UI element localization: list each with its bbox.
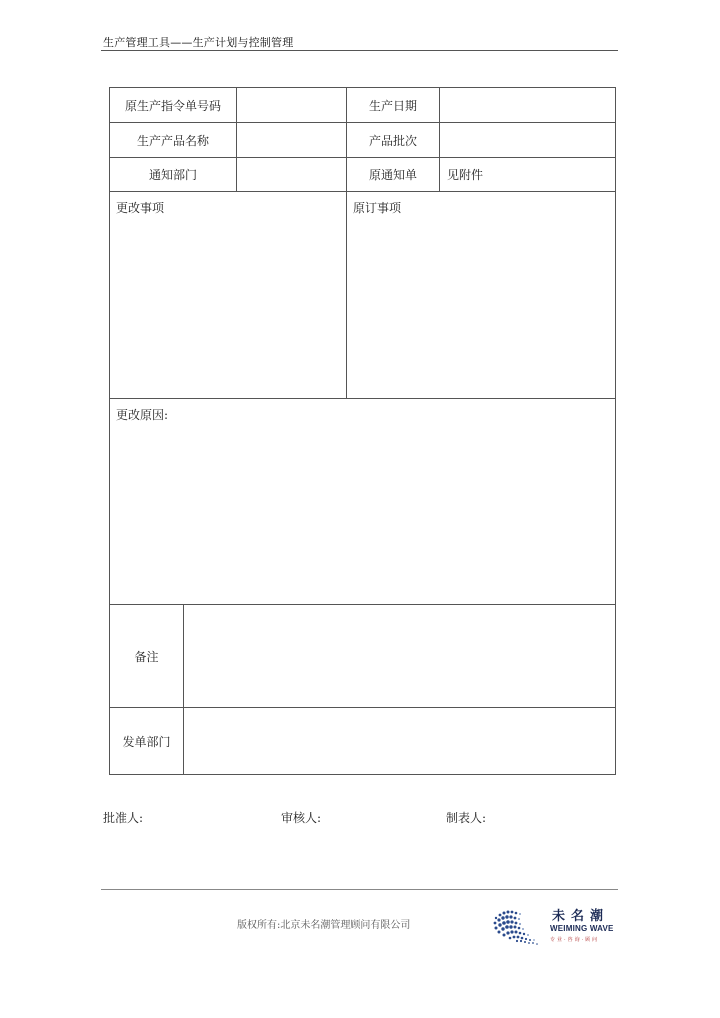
approver-label: 批准人: (103, 811, 144, 825)
logo-english-name: WEIMING WAVE (550, 924, 614, 933)
product-batch-field[interactable] (440, 123, 615, 157)
change-items-label: 更改事项 (116, 201, 165, 215)
remarks-label: 备注 (134, 649, 159, 664)
product-name-label: 生产产品名称 (136, 133, 209, 148)
original-order-number-label: 原生产指令单号码 (124, 98, 221, 113)
original-items-area[interactable] (347, 192, 615, 398)
production-date-field[interactable] (440, 88, 615, 122)
notified-department-field[interactable] (237, 158, 346, 191)
footer-divider (101, 889, 618, 890)
logo-chinese-name: 未名潮 (552, 909, 610, 924)
document-header-title: 生产管理工具——生产计划与控制管理 (103, 36, 294, 49)
original-notice-field[interactable]: 见附件 (447, 168, 484, 182)
change-reason-area[interactable] (110, 399, 615, 604)
preparer-label: 制表人: (446, 811, 487, 825)
header-divider (101, 50, 618, 51)
notified-department-label: 通知部门 (148, 168, 197, 182)
issuing-department-field[interactable] (184, 708, 615, 774)
original-notice-label: 原通知单 (368, 168, 417, 182)
original-items-label: 原订事项 (353, 201, 402, 215)
logo-tagline: 专业·咨询·顾问 (550, 937, 600, 943)
remarks-field[interactable] (184, 605, 615, 707)
product-name-field[interactable] (237, 123, 346, 157)
original-order-number-field[interactable] (237, 88, 346, 122)
issuing-department-label: 发单部门 (122, 734, 171, 749)
reviewer-label: 审核人: (281, 811, 322, 825)
product-batch-label: 产品批次 (368, 133, 417, 148)
copyright-text: 版权所有:北京未名潮管理顾问有限公司 (237, 920, 411, 931)
change-notice-form (109, 87, 616, 775)
production-date-label: 生产日期 (368, 98, 417, 113)
change-reason-label: 更改原因: (116, 408, 169, 422)
change-items-area[interactable] (110, 192, 346, 398)
